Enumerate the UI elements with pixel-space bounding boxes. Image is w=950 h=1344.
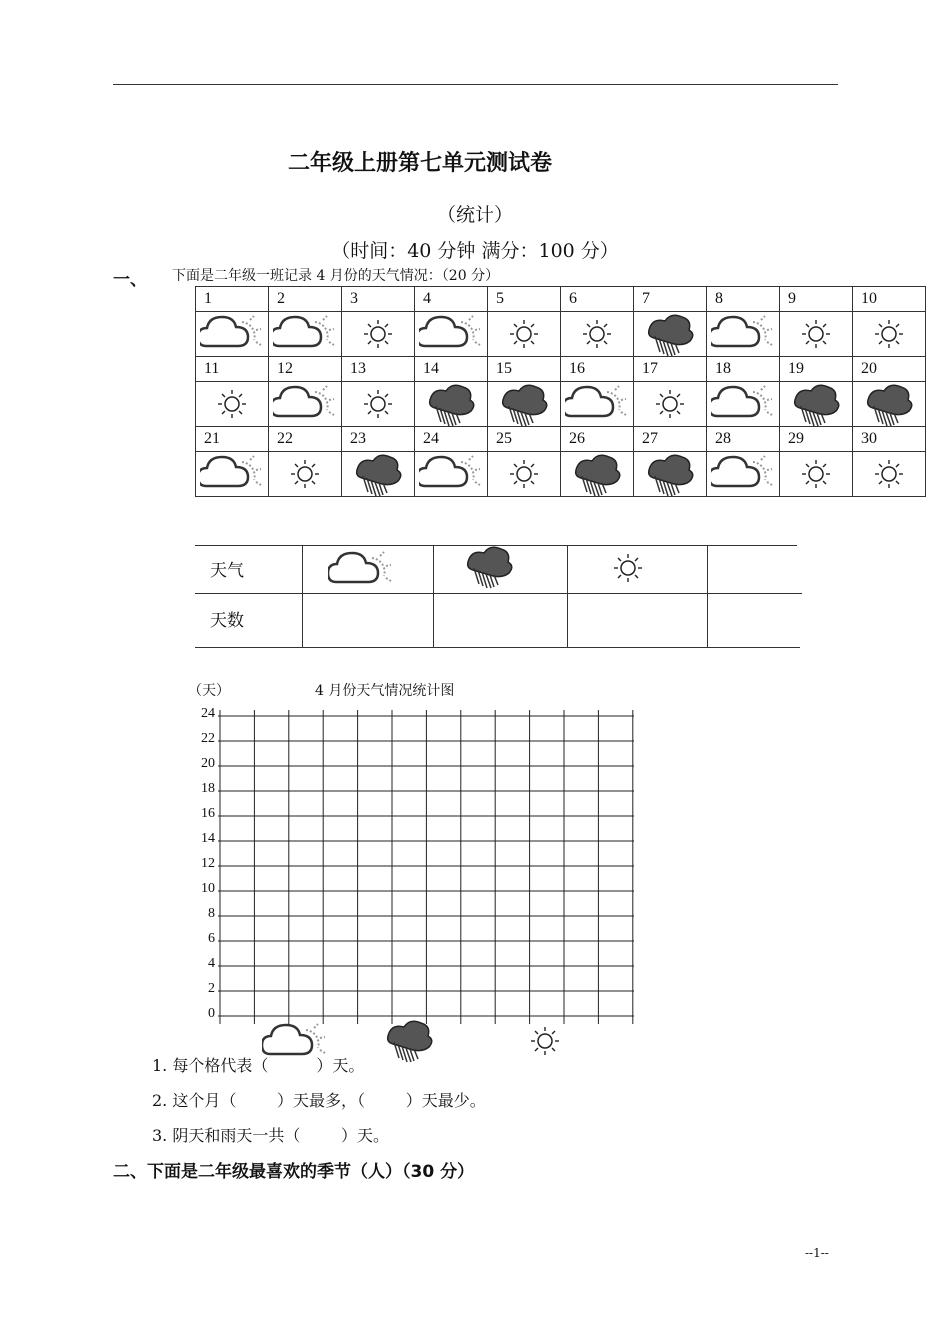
calendar-day-number: 14 <box>415 357 488 382</box>
calendar-day-number: 6 <box>561 287 634 312</box>
calendar-weather-cell <box>780 382 853 427</box>
question-1 <box>152 1053 364 1076</box>
calendar-weather-cell <box>561 382 634 427</box>
summary-rule <box>302 545 303 647</box>
chart-title: 4 月份天气情况统计图 <box>315 683 455 699</box>
calendar-day-number: 15 <box>488 357 561 382</box>
cloudy-icon <box>328 548 398 592</box>
sunny-icon <box>565 312 629 356</box>
cloudy-icon <box>565 382 629 426</box>
y-tick-label: 4 <box>208 956 215 971</box>
calendar-day-number: 7 <box>634 287 707 312</box>
summary-rule <box>195 593 802 594</box>
calendar-weather-cell <box>707 452 780 497</box>
calendar-day-number: 13 <box>342 357 415 382</box>
calendar-day-number: 22 <box>269 427 342 452</box>
sunny-icon <box>346 382 410 426</box>
question-1-text: 1. 每个格代表（ <box>152 1056 269 1075</box>
cloudy-icon <box>273 312 337 356</box>
summary-rule <box>433 545 434 647</box>
calendar-day-number: 8 <box>707 287 780 312</box>
calendar-weather-cell <box>707 382 780 427</box>
calendar-weather-cell <box>853 382 926 427</box>
calendar-day-number: 28 <box>707 427 780 452</box>
rainy-icon <box>419 382 483 426</box>
calendar-day-number: 1 <box>196 287 269 312</box>
calendar-day-number: 9 <box>780 287 853 312</box>
summary-rule <box>195 647 800 648</box>
sunny-icon <box>200 382 264 426</box>
summary-days-label: 天数 <box>210 611 244 631</box>
rainy-icon <box>463 546 519 590</box>
sunny-icon <box>492 452 556 496</box>
calendar-weather-cell <box>342 312 415 357</box>
calendar-weather-cell <box>342 382 415 427</box>
rainy-icon <box>383 1020 439 1066</box>
rainy-icon <box>784 382 848 426</box>
y-tick-label: 22 <box>201 731 215 746</box>
calendar-weather-cell <box>488 382 561 427</box>
calendar-day-number: 2 <box>269 287 342 312</box>
calendar-day-number: 30 <box>853 427 926 452</box>
calendar-weather-cell <box>561 452 634 497</box>
sunny-icon <box>527 1025 567 1059</box>
summary-weather-label: 天气 <box>210 561 244 581</box>
y-tick-label: 2 <box>208 981 215 996</box>
cloudy-icon <box>711 312 775 356</box>
chart-grid <box>214 708 644 1028</box>
y-tick-label: 6 <box>208 931 215 946</box>
section-2-heading: 二、下面是二年级最喜欢的季节（人）（30 分） <box>113 1162 475 1182</box>
calendar-day-number: 27 <box>634 427 707 452</box>
y-tick-label: 8 <box>208 906 215 921</box>
rainy-icon <box>857 382 921 426</box>
rainy-icon <box>492 382 556 426</box>
rainy-icon <box>638 452 702 496</box>
calendar-weather-cell <box>269 312 342 357</box>
rainy-icon <box>638 312 702 356</box>
calendar-weather-cell <box>342 452 415 497</box>
cloudy-icon <box>711 452 775 496</box>
chart-unit-label: （天） <box>188 683 230 699</box>
calendar-day-number: 3 <box>342 287 415 312</box>
calendar-weather-cell <box>488 312 561 357</box>
summary-rule <box>567 545 568 647</box>
y-tick-label: 16 <box>201 806 215 821</box>
calendar-weather-cell <box>415 452 488 497</box>
exam-time-info: （时间：40 分钟 满分：100 分） <box>331 240 619 262</box>
calendar-day-number: 20 <box>853 357 926 382</box>
calendar-day-number: 24 <box>415 427 488 452</box>
calendar-day-number: 25 <box>488 427 561 452</box>
calendar-day-number: 21 <box>196 427 269 452</box>
sunny-icon <box>492 312 556 356</box>
calendar-weather-cell <box>853 312 926 357</box>
rainy-icon <box>565 452 629 496</box>
calendar-weather-cell <box>196 312 269 357</box>
calendar-weather-cell <box>415 382 488 427</box>
sunny-icon <box>857 312 921 356</box>
cloudy-icon <box>711 382 775 426</box>
calendar-weather-cell <box>780 312 853 357</box>
calendar-weather-cell <box>415 312 488 357</box>
page-title: 二年级上册第七单元测试卷 <box>287 151 552 176</box>
summary-rule <box>707 545 708 647</box>
calendar-weather-cell <box>634 452 707 497</box>
cloudy-icon <box>419 452 483 496</box>
page-subtitle: （统计） <box>436 204 513 226</box>
sunny-icon <box>638 382 702 426</box>
calendar-day-number: 17 <box>634 357 707 382</box>
y-tick-label: 24 <box>201 706 215 721</box>
calendar-weather-cell <box>634 312 707 357</box>
weather-calendar <box>195 286 926 497</box>
calendar-weather-cell <box>269 452 342 497</box>
calendar-day-number: 23 <box>342 427 415 452</box>
y-tick-label: 20 <box>201 756 215 771</box>
calendar-weather-cell <box>269 382 342 427</box>
calendar-weather-cell <box>488 452 561 497</box>
y-tick-label: 18 <box>201 781 215 796</box>
y-tick-label: 0 <box>208 1006 215 1021</box>
calendar-day-number: 12 <box>269 357 342 382</box>
calendar-day-number: 18 <box>707 357 780 382</box>
calendar-weather-cell <box>196 382 269 427</box>
rainy-icon <box>346 452 410 496</box>
cloudy-icon <box>200 312 264 356</box>
calendar-weather-cell <box>196 452 269 497</box>
calendar-day-number: 11 <box>196 357 269 382</box>
page-number: --1-- <box>805 1246 829 1260</box>
section-1-description: 下面是二年级一班记录 4 月份的天气情况：（20 分） <box>172 268 500 284</box>
calendar-day-number: 19 <box>780 357 853 382</box>
calendar-weather-cell <box>634 382 707 427</box>
sunny-icon <box>857 452 921 496</box>
calendar-day-number: 26 <box>561 427 634 452</box>
cloudy-icon <box>419 312 483 356</box>
section-1-number: 一、 <box>113 270 147 290</box>
sunny-icon <box>273 452 337 496</box>
calendar-day-number: 4 <box>415 287 488 312</box>
header-rule <box>113 84 838 85</box>
calendar-day-number: 29 <box>780 427 853 452</box>
sunny-icon <box>346 312 410 356</box>
calendar-day-number: 5 <box>488 287 561 312</box>
y-tick-label: 10 <box>201 881 215 896</box>
sunny-icon <box>784 452 848 496</box>
calendar-day-number: 16 <box>561 357 634 382</box>
cloudy-icon <box>273 382 337 426</box>
y-tick-label: 12 <box>201 856 215 871</box>
calendar-weather-cell <box>561 312 634 357</box>
sunny-icon <box>784 312 848 356</box>
question-3: 3. 阴天和雨天一共（ ）天。 <box>152 1126 390 1145</box>
cloudy-icon <box>200 452 264 496</box>
calendar-weather-cell <box>780 452 853 497</box>
calendar-day-number: 10 <box>853 287 926 312</box>
question-1-tail: ）天。 <box>316 1056 365 1075</box>
question-2: 2. 这个月（ ）天最多，（ ）天最少。 <box>152 1091 486 1110</box>
calendar-weather-cell <box>707 312 780 357</box>
sunny-icon <box>610 552 650 586</box>
calendar-weather-cell <box>853 452 926 497</box>
y-tick-label: 14 <box>201 831 215 846</box>
